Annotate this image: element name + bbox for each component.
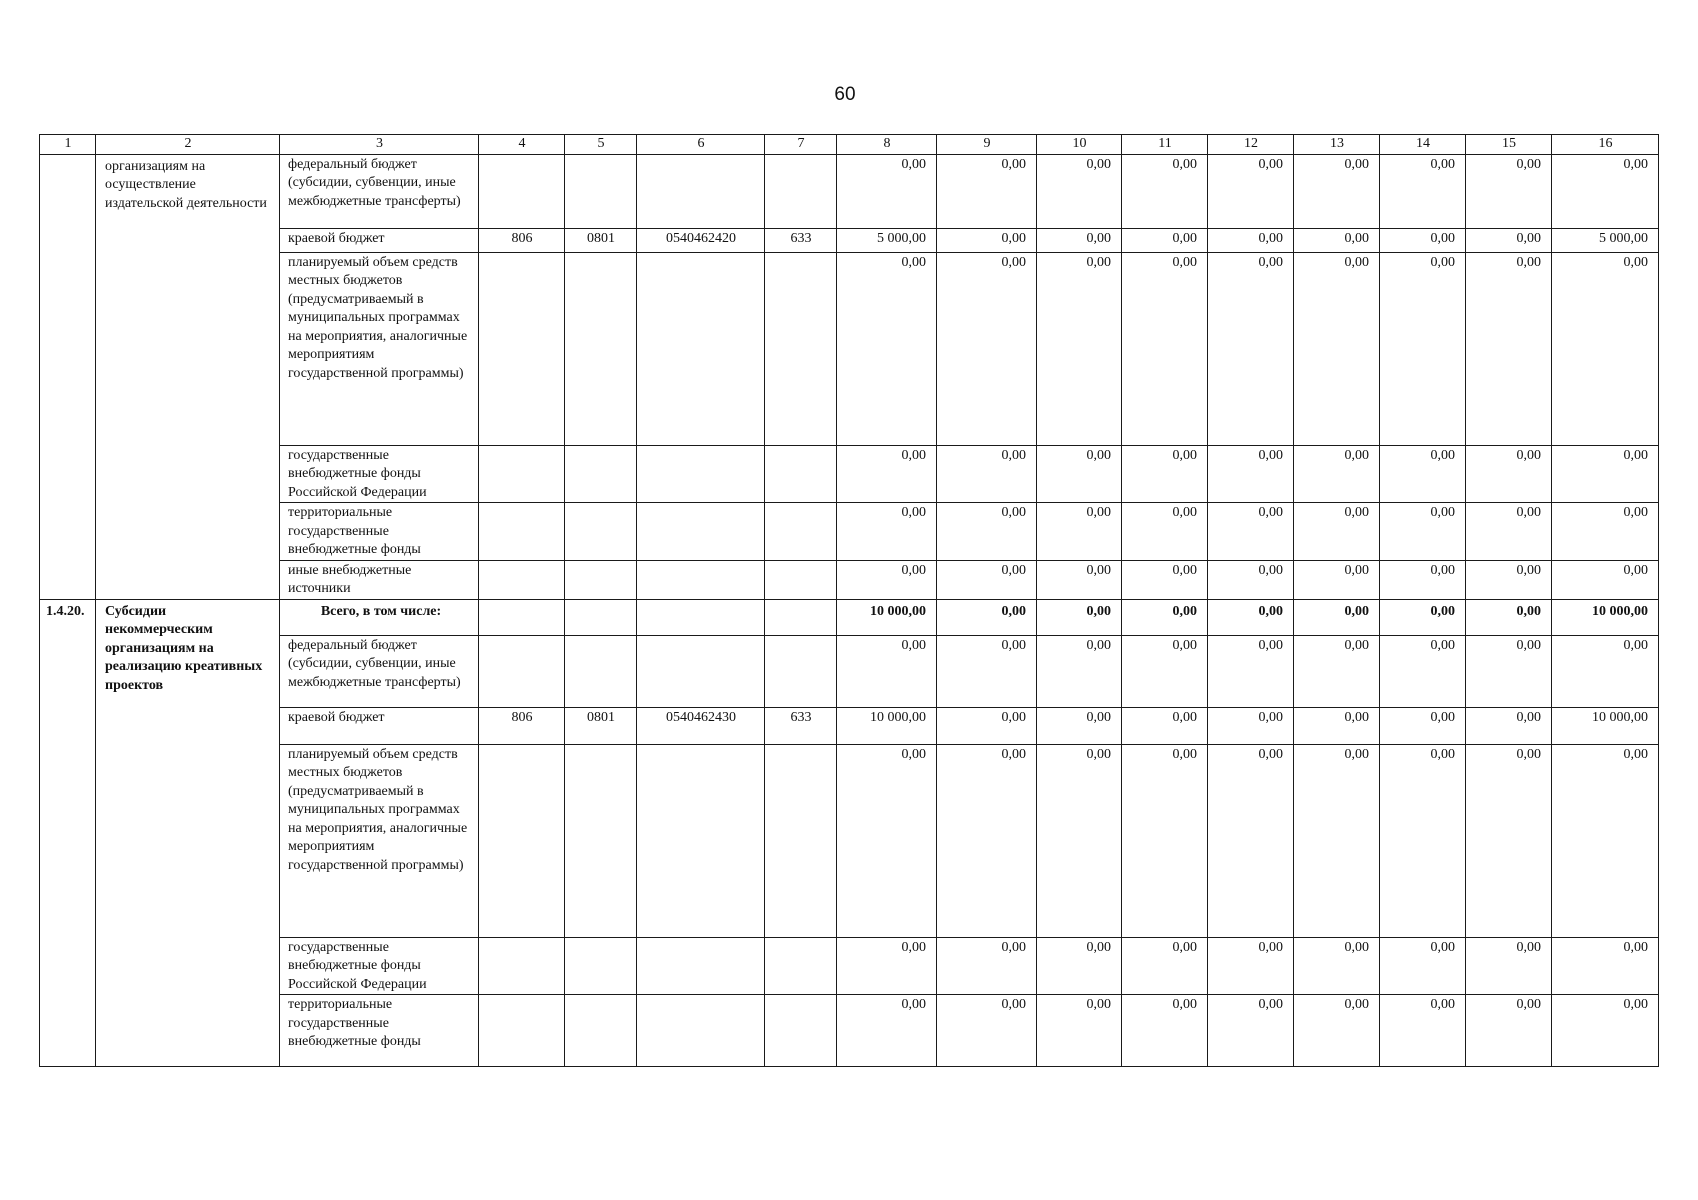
table-row xyxy=(40,503,1659,561)
code-cell xyxy=(637,599,765,635)
amount-cell: 0,00 xyxy=(837,937,937,995)
column-header: 6 xyxy=(637,135,765,155)
amount-cell: 0,00 xyxy=(1294,707,1380,744)
amount-cell: 0,00 xyxy=(837,154,937,228)
code-cell: 806 xyxy=(479,228,565,252)
code-cell xyxy=(565,445,637,503)
amount-cell: 0,00 xyxy=(1208,154,1294,228)
amount-cell: 0,00 xyxy=(1380,995,1466,1067)
column-header: 15 xyxy=(1466,135,1552,155)
amount-cell: 0,00 xyxy=(1552,560,1659,599)
amount-cell: 0,00 xyxy=(1552,154,1659,228)
block-creative-projects xyxy=(40,599,1659,1067)
code-cell: 806 xyxy=(479,707,565,744)
amount-cell: 0,00 xyxy=(1466,995,1552,1067)
funding-source: государственные внебюджетные фонды Российской Федерации xyxy=(280,937,479,995)
code-cell xyxy=(565,503,637,561)
table-row xyxy=(40,995,1659,1067)
amount-cell: 0,00 xyxy=(1552,635,1659,707)
table-row xyxy=(40,445,1659,503)
amount-cell: 0,00 xyxy=(1466,744,1552,937)
amount-cell: 10 000,00 xyxy=(1552,707,1659,744)
amount-cell: 0,00 xyxy=(1208,744,1294,937)
amount-cell: 0,00 xyxy=(1037,995,1122,1067)
amount-cell: 0,00 xyxy=(1122,560,1208,599)
column-header: 8 xyxy=(837,135,937,155)
funding-source: федеральный бюджет (субсидии, субвенции, иные межбюджетные трансферты) xyxy=(280,154,479,228)
item-index: 1.4.20. xyxy=(40,599,96,1067)
amount-cell: 0,00 xyxy=(1380,599,1466,635)
amount-cell: 0,00 xyxy=(1122,228,1208,252)
column-header: 3 xyxy=(280,135,479,155)
amount-cell: 0,00 xyxy=(1294,445,1380,503)
amount-cell: 10 000,00 xyxy=(837,707,937,744)
code-cell xyxy=(765,503,837,561)
table-row xyxy=(40,228,1659,252)
code-cell xyxy=(765,599,837,635)
amount-cell: 0,00 xyxy=(1037,744,1122,937)
amount-cell: 0,00 xyxy=(837,503,937,561)
amount-cell: 0,00 xyxy=(1208,503,1294,561)
page-number: 60 xyxy=(834,84,856,105)
amount-cell: 0,00 xyxy=(937,599,1037,635)
code-cell xyxy=(479,995,565,1067)
code-cell xyxy=(479,252,565,445)
amount-cell: 0,00 xyxy=(1037,937,1122,995)
code-cell xyxy=(765,154,837,228)
amount-cell: 0,00 xyxy=(1294,228,1380,252)
amount-cell: 0,00 xyxy=(837,560,937,599)
code-cell xyxy=(637,445,765,503)
code-cell xyxy=(565,995,637,1067)
amount-cell: 0,00 xyxy=(1037,445,1122,503)
funding-source: Всего, в том числе: xyxy=(280,599,479,635)
column-header: 1 xyxy=(40,135,96,155)
code-cell xyxy=(479,560,565,599)
code-cell xyxy=(637,503,765,561)
amount-cell: 0,00 xyxy=(1294,154,1380,228)
amount-cell: 0,00 xyxy=(1552,995,1659,1067)
column-header: 12 xyxy=(1208,135,1294,155)
code-cell xyxy=(637,252,765,445)
funding-source: иные внебюджетные источники xyxy=(280,560,479,599)
amount-cell: 0,00 xyxy=(837,635,937,707)
amount-cell: 0,00 xyxy=(1122,154,1208,228)
table-row xyxy=(40,707,1659,744)
code-cell xyxy=(637,635,765,707)
amount-cell: 0,00 xyxy=(1466,154,1552,228)
amount-cell: 0,00 xyxy=(1380,707,1466,744)
code-cell xyxy=(765,937,837,995)
amount-cell: 0,00 xyxy=(937,995,1037,1067)
code-cell: 0540462420 xyxy=(637,228,765,252)
column-header: 10 xyxy=(1037,135,1122,155)
column-header: 7 xyxy=(765,135,837,155)
amount-cell: 0,00 xyxy=(1037,599,1122,635)
amount-cell: 0,00 xyxy=(1466,599,1552,635)
amount-cell: 0,00 xyxy=(937,228,1037,252)
amount-cell: 0,00 xyxy=(1208,995,1294,1067)
amount-cell: 0,00 xyxy=(1380,744,1466,937)
code-cell xyxy=(765,445,837,503)
code-cell xyxy=(637,744,765,937)
budget-table xyxy=(39,134,1659,1067)
code-cell xyxy=(765,744,837,937)
amount-cell: 0,00 xyxy=(1380,228,1466,252)
code-cell xyxy=(637,995,765,1067)
amount-cell: 0,00 xyxy=(1037,228,1122,252)
amount-cell: 10 000,00 xyxy=(1552,599,1659,635)
code-cell xyxy=(565,744,637,937)
code-cell xyxy=(479,154,565,228)
code-cell: 633 xyxy=(765,707,837,744)
amount-cell: 0,00 xyxy=(837,445,937,503)
code-cell xyxy=(479,599,565,635)
amount-cell: 0,00 xyxy=(1294,252,1380,445)
code-cell: 0801 xyxy=(565,228,637,252)
amount-cell: 0,00 xyxy=(1122,599,1208,635)
amount-cell: 0,00 xyxy=(1552,445,1659,503)
code-cell xyxy=(565,635,637,707)
amount-cell: 0,00 xyxy=(937,445,1037,503)
table-row xyxy=(40,937,1659,995)
amount-cell: 5 000,00 xyxy=(837,228,937,252)
amount-cell: 0,00 xyxy=(1466,707,1552,744)
amount-cell: 0,00 xyxy=(1294,560,1380,599)
amount-cell: 0,00 xyxy=(937,635,1037,707)
amount-cell: 5 000,00 xyxy=(1552,228,1659,252)
block-publishing xyxy=(40,154,1659,599)
funding-source: планируемый объем средств местных бюджетов (предусматриваемый в муниципальных программах на мероприятия, аналогичные мероприятиям государственной программы) xyxy=(280,744,479,937)
funding-source: территориальные государственные внебюджетные фонды xyxy=(280,503,479,561)
table-row xyxy=(40,599,1659,635)
table-row xyxy=(40,635,1659,707)
amount-cell: 0,00 xyxy=(1552,503,1659,561)
amount-cell: 0,00 xyxy=(1380,445,1466,503)
column-header: 14 xyxy=(1380,135,1466,155)
funding-source: территориальные государственные внебюджетные фонды xyxy=(280,995,479,1067)
amount-cell: 0,00 xyxy=(1552,744,1659,937)
table-row xyxy=(40,154,1659,228)
amount-cell: 0,00 xyxy=(1122,503,1208,561)
amount-cell: 0,00 xyxy=(1122,252,1208,445)
table-row xyxy=(40,744,1659,937)
amount-cell: 0,00 xyxy=(837,744,937,937)
amount-cell: 0,00 xyxy=(1466,445,1552,503)
code-cell xyxy=(565,154,637,228)
column-header: 5 xyxy=(565,135,637,155)
funding-source: федеральный бюджет (субсидии, субвенции, иные межбюджетные трансферты) xyxy=(280,635,479,707)
amount-cell: 0,00 xyxy=(1122,707,1208,744)
code-cell xyxy=(565,599,637,635)
amount-cell: 0,00 xyxy=(1380,937,1466,995)
amount-cell: 0,00 xyxy=(1208,635,1294,707)
code-cell xyxy=(479,503,565,561)
code-cell xyxy=(565,252,637,445)
amount-cell: 0,00 xyxy=(1380,154,1466,228)
amount-cell: 0,00 xyxy=(1466,252,1552,445)
amount-cell: 0,00 xyxy=(937,744,1037,937)
amount-cell: 0,00 xyxy=(1466,228,1552,252)
code-cell xyxy=(479,744,565,937)
amount-cell: 0,00 xyxy=(937,503,1037,561)
amount-cell: 0,00 xyxy=(1037,560,1122,599)
column-header: 11 xyxy=(1122,135,1208,155)
amount-cell: 0,00 xyxy=(1122,445,1208,503)
amount-cell: 0,00 xyxy=(1466,635,1552,707)
amount-cell: 0,00 xyxy=(937,707,1037,744)
column-header: 9 xyxy=(937,135,1037,155)
amount-cell: 10 000,00 xyxy=(837,599,937,635)
amount-cell: 0,00 xyxy=(1122,635,1208,707)
code-cell xyxy=(765,560,837,599)
column-number-row xyxy=(40,135,1659,155)
item-name: Субсидии некоммерческим организациям на реализацию креативных проектов xyxy=(96,599,280,1067)
code-cell xyxy=(479,635,565,707)
amount-cell: 0,00 xyxy=(1380,503,1466,561)
amount-cell: 0,00 xyxy=(1122,995,1208,1067)
funding-source: планируемый объем средств местных бюджетов (предусматриваемый в муниципальных программах на мероприятия, аналогичные мероприятиям государственной программы) xyxy=(280,252,479,445)
amount-cell: 0,00 xyxy=(1037,252,1122,445)
code-cell xyxy=(637,154,765,228)
amount-cell: 0,00 xyxy=(1294,599,1380,635)
code-cell xyxy=(765,252,837,445)
amount-cell: 0,00 xyxy=(1552,937,1659,995)
amount-cell: 0,00 xyxy=(1380,252,1466,445)
amount-cell: 0,00 xyxy=(837,995,937,1067)
amount-cell: 0,00 xyxy=(1294,744,1380,937)
amount-cell: 0,00 xyxy=(937,154,1037,228)
code-cell: 0801 xyxy=(565,707,637,744)
amount-cell: 0,00 xyxy=(1208,707,1294,744)
amount-cell: 0,00 xyxy=(1294,995,1380,1067)
column-header: 13 xyxy=(1294,135,1380,155)
code-cell: 0540462430 xyxy=(637,707,765,744)
amount-cell: 0,00 xyxy=(1294,937,1380,995)
amount-cell: 0,00 xyxy=(937,937,1037,995)
amount-cell: 0,00 xyxy=(1037,154,1122,228)
code-cell xyxy=(637,937,765,995)
amount-cell: 0,00 xyxy=(1208,252,1294,445)
amount-cell: 0,00 xyxy=(1122,937,1208,995)
column-header: 16 xyxy=(1552,135,1659,155)
item-name: организациям на осуществление издательской деятельности xyxy=(96,154,280,599)
code-cell: 633 xyxy=(765,228,837,252)
code-cell xyxy=(765,635,837,707)
amount-cell: 0,00 xyxy=(1037,635,1122,707)
amount-cell: 0,00 xyxy=(1466,937,1552,995)
amount-cell: 0,00 xyxy=(1294,503,1380,561)
column-header: 4 xyxy=(479,135,565,155)
amount-cell: 0,00 xyxy=(1380,560,1466,599)
funding-source: государственные внебюджетные фонды Российской Федерации xyxy=(280,445,479,503)
amount-cell: 0,00 xyxy=(1208,228,1294,252)
funding-source: краевой бюджет xyxy=(280,707,479,744)
amount-cell: 0,00 xyxy=(1037,503,1122,561)
amount-cell: 0,00 xyxy=(1208,560,1294,599)
code-cell xyxy=(765,995,837,1067)
amount-cell: 0,00 xyxy=(1294,635,1380,707)
funding-source: краевой бюджет xyxy=(280,228,479,252)
amount-cell: 0,00 xyxy=(1466,503,1552,561)
amount-cell: 0,00 xyxy=(1208,937,1294,995)
amount-cell: 0,00 xyxy=(1122,744,1208,937)
code-cell xyxy=(565,937,637,995)
table-row xyxy=(40,560,1659,599)
code-cell xyxy=(479,445,565,503)
code-cell xyxy=(565,560,637,599)
amount-cell: 0,00 xyxy=(1466,560,1552,599)
amount-cell: 0,00 xyxy=(937,560,1037,599)
code-cell xyxy=(637,560,765,599)
amount-cell: 0,00 xyxy=(837,252,937,445)
table-row xyxy=(40,252,1659,445)
amount-cell: 0,00 xyxy=(1380,635,1466,707)
code-cell xyxy=(479,937,565,995)
column-header: 2 xyxy=(96,135,280,155)
item-index xyxy=(40,154,96,599)
amount-cell: 0,00 xyxy=(1208,445,1294,503)
amount-cell: 0,00 xyxy=(1552,252,1659,445)
amount-cell: 0,00 xyxy=(1208,599,1294,635)
amount-cell: 0,00 xyxy=(1037,707,1122,744)
amount-cell: 0,00 xyxy=(937,252,1037,445)
